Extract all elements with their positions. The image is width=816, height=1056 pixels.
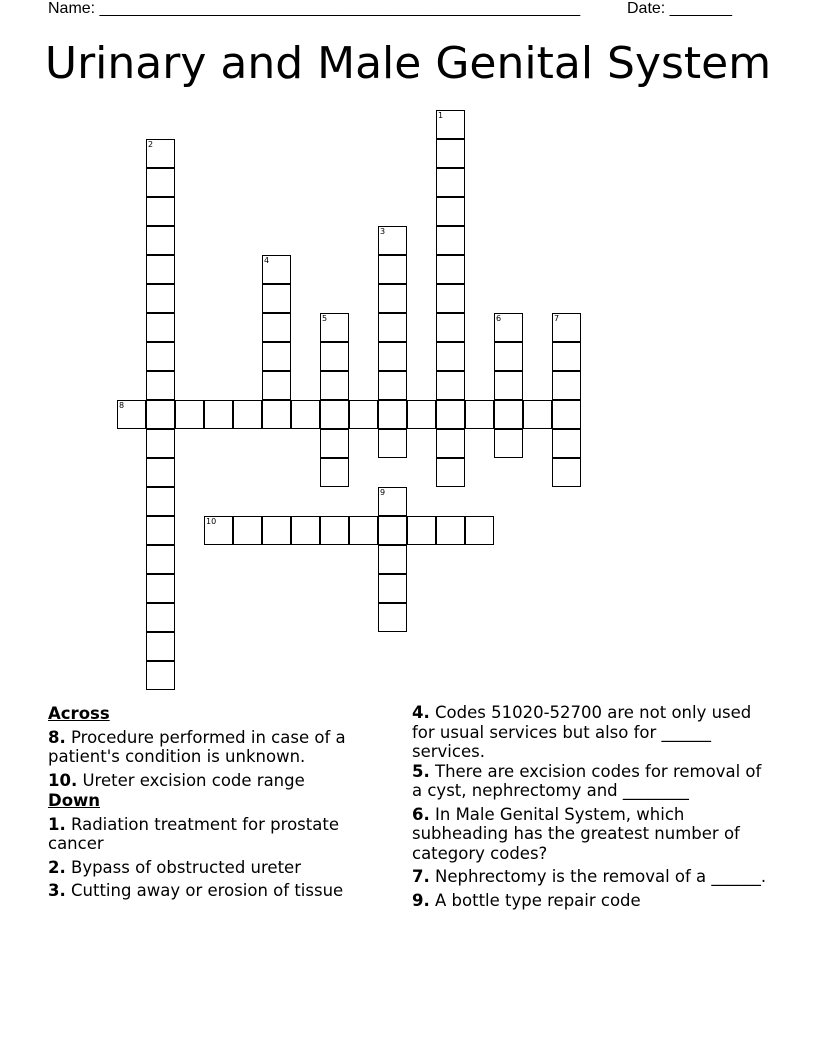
crossword-cell[interactable] [146,139,175,168]
crossword-cell[interactable] [494,342,523,371]
clue-down-2: 2. Bypass of obstructed ureter [48,857,301,877]
crossword-cell[interactable] [436,197,465,226]
crossword-cell[interactable] [262,342,291,371]
crossword-cell[interactable] [349,516,378,545]
crossword-cell[interactable] [436,342,465,371]
cell-number: 1 [438,111,444,120]
crossword-cell[interactable] [262,313,291,342]
crossword-cell[interactable] [436,226,465,255]
cell-number: 7 [554,314,560,323]
page-title: Urinary and Male Genital System [44,38,772,89]
clue-down-6: 6. In Male Genital System, which subheading has the greatest number of category codes? [412,804,740,863]
crossword-cell[interactable] [494,400,523,429]
crossword-cell[interactable] [320,458,349,487]
crossword-cell[interactable] [552,371,581,400]
crossword-cell[interactable] [552,429,581,458]
crossword-cell[interactable] [407,516,436,545]
cell-number: 10 [206,517,217,526]
crossword-cell[interactable] [291,400,320,429]
crossword-cell[interactable] [320,516,349,545]
crossword-cell[interactable] [146,313,175,342]
crossword-cell[interactable] [436,139,465,168]
crossword-cell[interactable] [146,429,175,458]
crossword-cell[interactable] [262,284,291,313]
crossword-cell[interactable] [378,429,407,458]
crossword-cell[interactable] [204,400,233,429]
crossword-cell[interactable] [378,574,407,603]
crossword-cell[interactable] [146,400,175,429]
crossword-cell[interactable] [552,342,581,371]
crossword-cell[interactable] [378,487,407,516]
crossword-cell[interactable] [146,226,175,255]
crossword-cell[interactable] [320,342,349,371]
crossword-cell[interactable] [436,168,465,197]
clue-down-5: 5. There are excision codes for removal of a cyst, nephrectomy and ________ [412,761,762,800]
clue-down-3: 3. Cutting away or erosion of tissue [48,881,344,900]
crossword-cell[interactable] [146,197,175,226]
cell-number: 3 [380,227,386,236]
crossword-cell[interactable] [494,313,523,342]
cell-number: 9 [380,488,386,497]
cell-number: 5 [322,314,328,323]
crossword-cell[interactable] [262,371,291,400]
crossword-cell[interactable] [146,284,175,313]
crossword-cell[interactable] [552,458,581,487]
crossword-cell[interactable] [378,313,407,342]
crossword-cell[interactable] [146,371,175,400]
crossword-cell[interactable] [146,458,175,487]
crossword-cell[interactable] [436,313,465,342]
crossword-cell[interactable] [204,516,233,545]
across-heading: Across [48,704,110,723]
clue-down-4: 4. Codes 51020-52700 are not only used for usual services but also for ______ services. [412,703,752,761]
crossword-cell[interactable] [378,545,407,574]
crossword-cell[interactable] [465,400,494,429]
crossword-cell[interactable] [146,661,175,690]
clue-across-10: 10. Ureter excision code range [48,770,305,790]
crossword-cell[interactable] [233,400,262,429]
clue-across-8: 8. Procedure performed in case of a patient's condition is unknown. [48,727,346,766]
crossword-cell[interactable] [262,400,291,429]
cell-number: 4 [264,256,270,265]
crossword-cell[interactable] [407,400,436,429]
crossword-cell[interactable] [262,255,291,284]
clue-down-1: 1. Radiation treatment for prostate cancer [48,814,339,853]
crossword-cell[interactable] [175,400,204,429]
crossword-cell[interactable] [320,313,349,342]
crossword-cell[interactable] [146,168,175,197]
crossword-cell[interactable] [146,632,175,661]
crossword-cell[interactable] [436,516,465,545]
crossword-cell[interactable] [146,545,175,574]
crossword-cell[interactable] [146,255,175,284]
crossword-cell[interactable] [320,400,349,429]
crossword-cell[interactable] [117,400,146,429]
down-heading: Down [48,791,101,810]
crossword-cell[interactable] [436,458,465,487]
crossword-cell[interactable] [436,255,465,284]
clues-column-left [48,703,388,901]
crossword-cell[interactable] [378,342,407,371]
crossword-cell[interactable] [262,516,291,545]
crossword-cell[interactable] [378,516,407,545]
clue-down-9: 9. A bottle type repair code [412,890,641,910]
crossword-cell[interactable] [378,255,407,284]
crossword-cell[interactable] [146,516,175,545]
crossword-cell[interactable] [146,487,175,516]
crossword-cell[interactable] [146,342,175,371]
crossword-cell[interactable] [320,429,349,458]
crossword-cell[interactable] [146,603,175,632]
crossword-cell[interactable] [494,371,523,400]
crossword-cell[interactable] [436,284,465,313]
crossword-cell[interactable] [291,516,320,545]
crossword-cell[interactable] [436,429,465,458]
crossword-cell[interactable] [436,400,465,429]
crossword-cell[interactable] [233,516,262,545]
crossword-cell[interactable] [378,400,407,429]
crossword-cell[interactable] [552,400,581,429]
crossword-cell[interactable] [436,110,465,139]
cell-number: 6 [496,314,502,323]
cell-number: 2 [148,140,154,149]
crossword-cell[interactable] [349,400,378,429]
crossword-cell[interactable] [436,371,465,400]
crossword-cell[interactable] [378,603,407,632]
crossword-cell[interactable] [552,313,581,342]
clue-down-7: 7. Nephrectomy is the removal of a ______. [412,867,767,886]
crossword-cell[interactable] [320,371,349,400]
crossword-cell[interactable] [378,371,407,400]
crossword-cell[interactable] [378,226,407,255]
crossword-cell[interactable] [465,516,494,545]
name-field-line: Name: ______________________________________________________ [48,0,581,17]
crossword-cell[interactable] [523,400,552,429]
cell-number: 8 [119,401,125,410]
crossword-cell[interactable] [146,574,175,603]
date-field-line: Date: _______ [627,0,732,17]
crossword-cell[interactable] [494,429,523,458]
crossword-cell[interactable] [378,284,407,313]
clues-column-right [412,703,772,910]
